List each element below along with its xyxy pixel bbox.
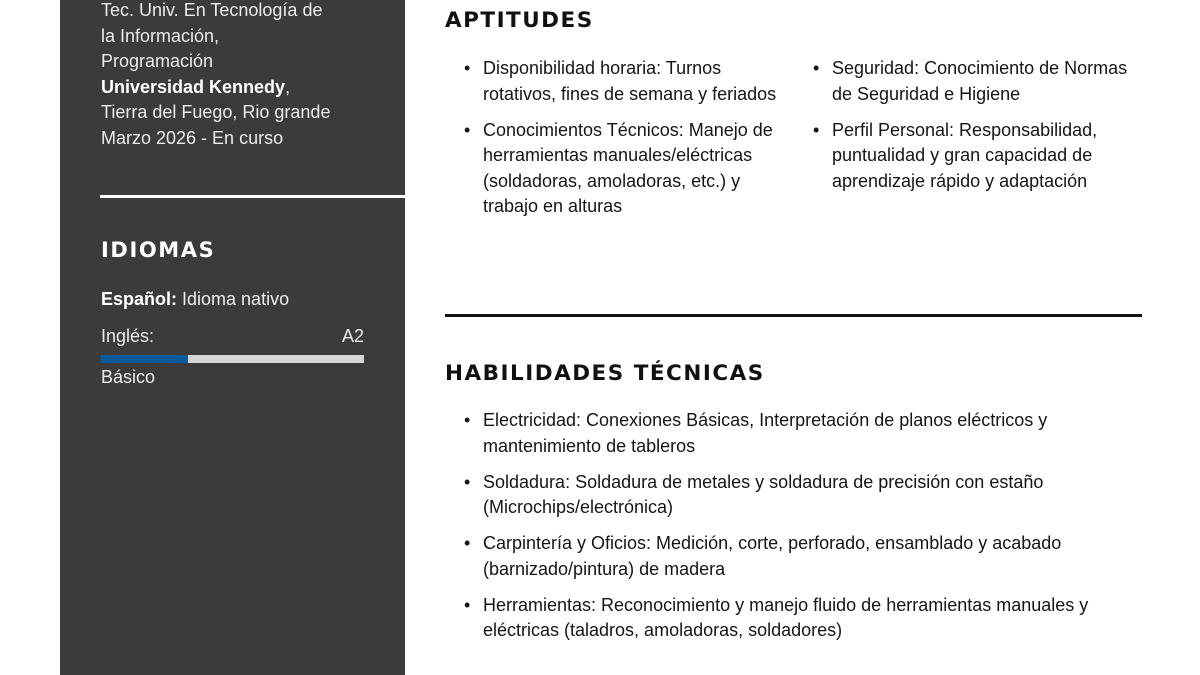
- list-item: [445, 408, 1150, 459]
- aptitudes-list-column-1: [445, 56, 795, 230]
- education-dates: Marzo 2026 - En curso: [101, 127, 284, 148]
- language-native-value: Idioma nativo: [177, 289, 290, 309]
- language-english-level-bar: [101, 355, 364, 363]
- list-item: [445, 531, 1150, 582]
- bullet-icon: •: [464, 471, 471, 492]
- language-english-label: Inglés:: [101, 326, 155, 346]
- bullet-icon: •: [464, 533, 471, 553]
- list-item-text: Disponibilidad horaria: Turnos rotativos, fines de semana y feriados: [483, 58, 777, 104]
- sidebar: [60, 0, 405, 675]
- technical-skills-list: [445, 408, 1150, 654]
- list-item-text: Carpintería y Oficios: Medición, corte, perforado, ensamblado y acabado (barnizado/pintura) de madera: [483, 533, 1062, 579]
- language-english-level: A2: [341, 326, 364, 346]
- aptitudes-list-column-2: [794, 56, 1144, 205]
- bullet-icon: •: [464, 58, 471, 78]
- bullet-icon: •: [464, 119, 471, 140]
- education-entry: [101, 0, 381, 151]
- list-item-text: Soldadura: Soldadura de metales y soldadura de precisión con estaño (Microchips/electrónica): [483, 471, 1044, 517]
- language-english: [101, 326, 364, 347]
- list-item-text: Herramientas: Reconocimiento y manejo fluido de herramientas manuales y eléctricas (taladros, amoladoras, soldadores): [483, 594, 1089, 640]
- degree-line-2: la Información,: [101, 25, 220, 46]
- list-item-text: Perfil Personal: Responsabilidad, puntualidad y gran capacidad de aprendizaje rápido y adaptación: [832, 119, 1098, 191]
- language-english-description: Básico: [101, 367, 156, 387]
- bullet-icon: •: [813, 58, 820, 78]
- list-item: [794, 118, 1144, 195]
- list-item: [445, 470, 1150, 521]
- degree-line-1: Tec. Univ. En Tecnología de: [101, 0, 323, 20]
- technical-skills-heading: HABILIDADES TÉCNICAS: [445, 361, 765, 386]
- list-item: [445, 118, 795, 220]
- language-native-label: Español:: [101, 289, 178, 309]
- list-item: [445, 593, 1150, 644]
- list-item: [445, 56, 795, 107]
- institution-suffix: ,: [285, 76, 291, 97]
- list-item-text: Seguridad: Conocimiento de Normas de Seguridad e Higiene: [832, 58, 1128, 104]
- sidebar-divider: [100, 195, 405, 198]
- institution-name: Universidad Kennedy: [101, 76, 286, 97]
- bullet-icon: •: [464, 410, 471, 430]
- section-divider: [445, 314, 1142, 317]
- languages-heading: IDIOMAS: [101, 238, 216, 262]
- language-english-level-fill: [101, 355, 188, 363]
- language-native: [101, 289, 289, 310]
- institution-line: [101, 75, 381, 101]
- list-item-text: Conocimientos Técnicos: Manejo de herramientas manuales/eléctricas (soldadoras, amoladoras, etc.) y trabajo en alturas: [483, 119, 773, 216]
- list-item-text: Electricidad: Conexiones Básicas, Interpretación de planos eléctricos y mantenimiento de tableros: [483, 410, 1048, 456]
- degree-line-3: Programación: [101, 51, 214, 71]
- bullet-icon: •: [813, 119, 820, 140]
- education-location: Tierra del Fuego, Rio grande: [101, 102, 331, 122]
- list-item: [794, 56, 1144, 107]
- aptitudes-heading: APTITUDES: [445, 8, 594, 33]
- bullet-icon: •: [464, 594, 471, 615]
